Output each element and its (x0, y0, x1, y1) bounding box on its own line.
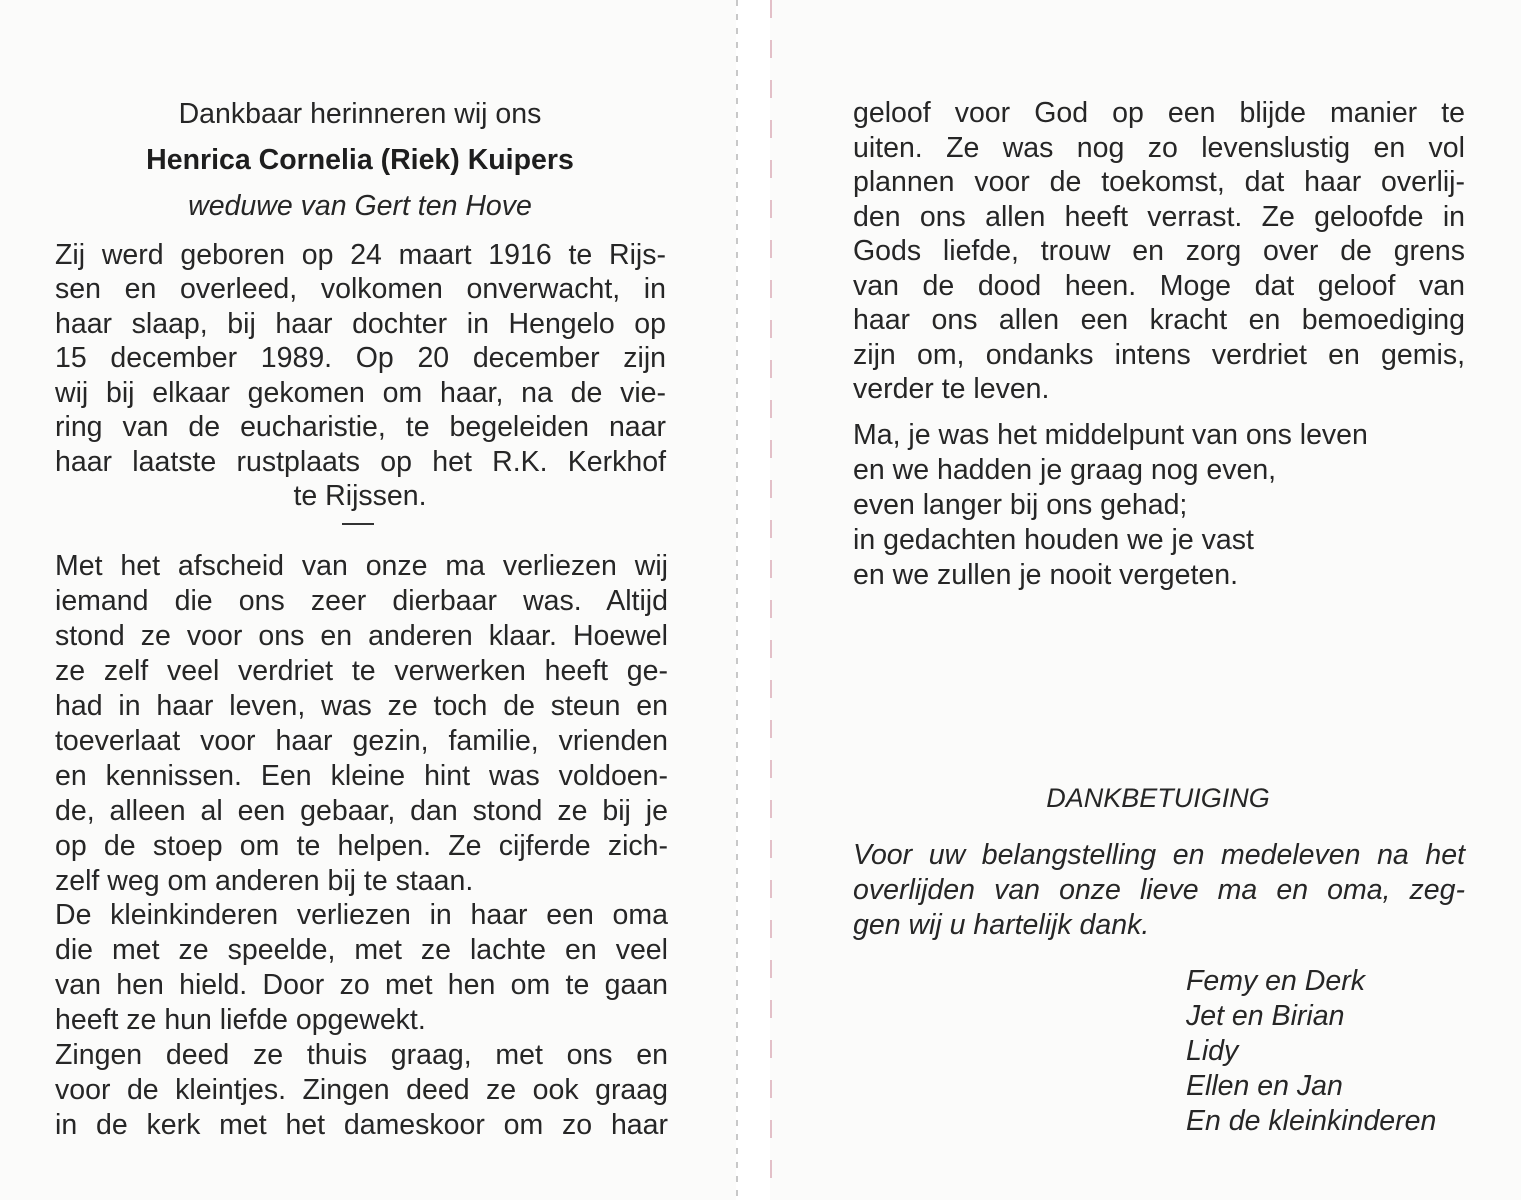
body-line: stond ze voor ons en anderen klaar. Hoewel (55, 620, 668, 652)
intro-line: Dankbaar herinneren wij ons (178, 98, 542, 130)
bio-line: haar slaap, bij haar dochter in Hengelo op (55, 308, 666, 340)
body-line: en kennissen. Een kleine hint was voldoen- (55, 760, 668, 792)
continued-line: haar ons allen een kracht en bemoediging (853, 304, 1465, 336)
poem-line: even langer bij ons gehad; (853, 489, 1188, 521)
widow-subtitle: weduwe van Gert ten Hove (188, 190, 532, 222)
body-line: toeverlaat voor haar gezin, familie, vrienden (55, 725, 668, 757)
continued-line: plannen voor de toekomst, dat haar overlij- (853, 166, 1465, 198)
body-line: De kleinkinderen verliezen in haar een oma (55, 899, 668, 931)
body-line: in de kerk met het dameskoor om zo haar (55, 1109, 668, 1141)
body-line: heeft ze hun liefde opgewekt. (55, 1004, 426, 1036)
body-line: die met ze speelde, met ze lachte en veel (55, 934, 668, 966)
body-line: iemand die ons zeer dierbaar was. Altijd (55, 585, 668, 617)
thanks-line: gen wij u hartelijk dank. (853, 909, 1150, 941)
body-line: de, alleen al een gebaar, dan stond ze bij je (55, 795, 668, 827)
poem-line: en we hadden je graag nog even, (853, 454, 1277, 486)
bio-line: sen en overleed, volkomen onverwacht, in (55, 273, 666, 305)
bio-line: wij bij elkaar gekomen om haar, na de vie- (55, 377, 666, 409)
continued-line: uiten. Ze was nog zo levenslustig en vol (853, 132, 1465, 164)
thanks-heading: DANKBETUIGING (1046, 783, 1270, 813)
signature-name: Femy en Derk (1186, 965, 1365, 997)
signature-name: Jet en Birian (1186, 1000, 1345, 1032)
signature-name: En de kleinkinderen (1186, 1105, 1437, 1137)
continued-line: den ons allen heeft verrast. Ze geloofde in (853, 201, 1465, 233)
body-line: zelf weg om anderen bij te staan. (55, 865, 474, 897)
poem-line: in gedachten houden we je vast (853, 524, 1254, 556)
poem-line: en we zullen je nooit vergeten. (853, 559, 1239, 591)
section-divider (342, 523, 374, 525)
thanks-line: Voor uw belangstelling en medeleven na het (853, 839, 1465, 871)
bio-last-line: te Rijssen. (293, 480, 427, 512)
continued-line: Gods liefde, trouw en zorg over de grens (853, 235, 1465, 267)
body-line: van hen hield. Door zo met hen om te gaan (55, 969, 668, 1001)
body-line: had in haar leven, was ze toch de steun en (55, 690, 668, 722)
continued-line: zijn om, ondanks intens verdriet en gemis, (853, 339, 1465, 371)
bio-line: haar laatste rustplaats op het R.K. Kerkhof (55, 446, 666, 478)
bio-line: Zij werd geboren op 24 maart 1916 te Rijs- (55, 239, 666, 271)
signature-name: Ellen en Jan (1186, 1070, 1343, 1102)
poem-line: Ma, je was het middelpunt van ons leven (853, 419, 1368, 451)
body-line: voor de kleintjes. Zingen deed ze ook graag (55, 1074, 668, 1106)
body-line: ze zelf veel verdriet te verwerken heeft ge- (55, 655, 668, 687)
bio-line: ring van de eucharistie, te begeleiden naar (55, 411, 666, 443)
body-line: Met het afscheid van onze ma verliezen wij (55, 550, 668, 582)
bio-line: 15 december 1989. Op 20 december zijn (55, 342, 666, 374)
thanks-line: overlijden van onze lieve ma en oma, zeg- (853, 874, 1465, 906)
signature-name: Lidy (1186, 1035, 1239, 1067)
body-line: Zingen deed ze thuis graag, met ons en (55, 1039, 668, 1071)
fold-line (736, 0, 738, 1200)
continued-line: verder te leven. (853, 373, 1050, 405)
cut-line (770, 0, 772, 1200)
deceased-name: Henrica Cornelia (Riek) Kuipers (146, 144, 574, 176)
continued-line: geloof voor God op een blijde manier te (853, 97, 1465, 129)
body-line: op de stoep om te helpen. Ze cijferde zich- (55, 830, 668, 862)
continued-line: van de dood heen. Moge dat geloof van (853, 270, 1465, 302)
